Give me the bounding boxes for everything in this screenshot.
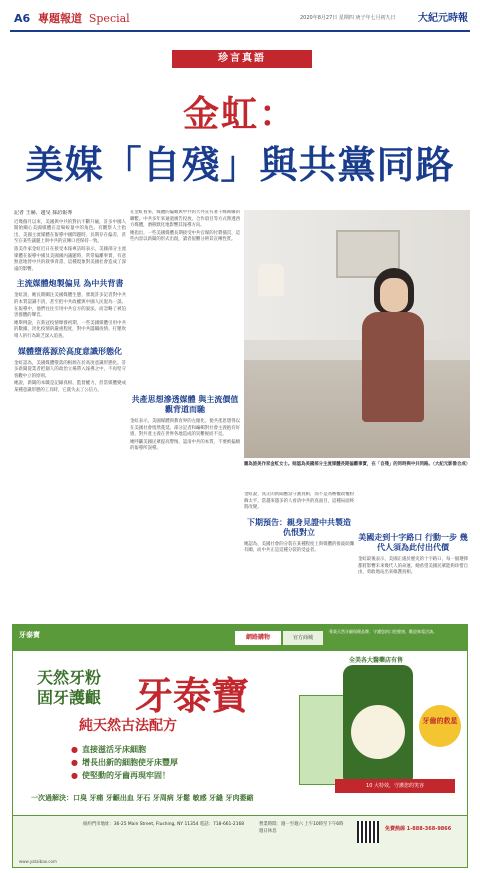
ad-benefit-item: ● 使堅動的牙齒再現牢固！ bbox=[71, 771, 170, 780]
ad-shop-button-2[interactable]: 官方商城 bbox=[283, 631, 323, 645]
ad-benefits bbox=[71, 743, 178, 782]
paragraph: 她說，新聞的本職是記錄真相、監督權力，但當媒體變成某種意識形態的工具時，它就失去了公信力。 bbox=[14, 381, 126, 393]
header-rule bbox=[10, 30, 470, 32]
ad-feature-banner: 10 大特效，守護您的笑容 bbox=[335, 779, 455, 793]
subheading: 主流媒體炮製偏見 為中共背書 bbox=[16, 278, 124, 289]
paragraph: 她呼籲美國民眾提高警惕，認清中共的本質，不要被偏頗的報導所誤導。 bbox=[130, 439, 240, 452]
paragraph: 旅美作家金虹近日在接受本報專訪時表示，美國部分主流媒體在報導中國及美國國內議題時，常常偏離事實，有意無意地替中共的敘事背書，這種現象對美國社會造成了深遠的影響。 bbox=[14, 246, 126, 272]
paragraph: 金虹表示，美國媒體與教育界的左傾化，使共產思想得以在美國社會悄然蔓延。部分記者和編輯對社會主義抱有好感，對共產主義在世界各地造成的災難視而不見。 bbox=[130, 418, 240, 438]
paragraph: 她認為，美國社會的分裂在某種程度上與媒體的推波助瀾有關，而中共正是這種分裂的受益者。 bbox=[244, 541, 354, 554]
issue-date: 2020年8月27日 星期四 庚子年七月初九日 bbox=[300, 15, 396, 21]
byline: 記者 王赫、趙旻 採訪報導 bbox=[14, 210, 73, 216]
portrait-subject bbox=[362, 268, 424, 418]
ad-tagline-1: 天然牙粉 bbox=[37, 668, 102, 687]
ad-availability: 全美各大醫藥店有售 bbox=[349, 657, 404, 664]
ad-solutions: 一次過解決：口臭 牙痛 牙齦出血 牙石 牙周病 牙鬆 敏感 牙縫 牙肉萎縮 bbox=[31, 794, 254, 802]
article-column-4 bbox=[358, 492, 468, 612]
section-name: 專題報道 bbox=[38, 12, 83, 25]
ad-top-text: 專業天然牙齦保健品牌，守護您的口腔健康，歡迎來電洽詢。 bbox=[329, 629, 437, 634]
paragraph: 金虹說，真正的新聞應當守護真相，而不是為極權政權粉飾太平。當越來越多的人看清中共的真面目，這種局面終將改變。 bbox=[244, 492, 354, 511]
ad-brand-name: 牙泰寶 bbox=[135, 673, 250, 718]
paragraph: 金虹說，她長期關注美國媒體生態，發現許多記者對中共的本質認識不清，甚至把中共政權與中國人民混為一談。在報導中，他們往往引用中共官方的說法，而忽略了被迫害群體的聲音。 bbox=[14, 293, 126, 319]
ad-benefit-item: ● 直接滋活牙床細胞 bbox=[71, 745, 146, 754]
advertisement[interactable] bbox=[12, 624, 468, 868]
subheading: 美國走到十字路口 行動一步 幾代人須為此付出代價 bbox=[358, 532, 468, 552]
page-header bbox=[0, 0, 480, 38]
article-column-3 bbox=[244, 492, 354, 612]
ad-slogan: 純天然古法配方 bbox=[79, 718, 177, 734]
newspaper-logo: 大紀元時報 bbox=[418, 13, 468, 24]
ad-logo: 牙泰寶 bbox=[19, 631, 40, 639]
ad-benefit-item: ● 增長出新的細胞使牙床豐厚 bbox=[71, 758, 178, 767]
paragraph: 金虹認為，美國媒體墮落的根源在於高度意識形態化。許多新聞從業者把個人的政治立場帶入報導之中，不再堅守客觀中立的原則。 bbox=[14, 360, 126, 379]
ad-hours: 營業時間：週一至週六 上午10時至下午6時 週日休息 bbox=[259, 822, 344, 834]
article-column-2 bbox=[130, 210, 240, 610]
ad-website[interactable]: www.yataibao.com bbox=[19, 859, 57, 864]
subheading: 媒體墮落源於高度意識形態化 bbox=[18, 345, 122, 356]
article-column-1 bbox=[14, 210, 126, 610]
ad-shop-button[interactable]: 網路購物 bbox=[235, 631, 281, 645]
section-name-en: Special bbox=[88, 12, 130, 25]
bullet-icon: ● bbox=[71, 758, 78, 767]
ad-address: 紐約門市地址：36-25 Main Street, Flushing, NY 11354 電話：718-661-2168 bbox=[83, 822, 245, 827]
photo-caption: 圖為旅美作家金虹女士。她認為美國部分主流媒體長期偏離事實，在「自殘」的同時與中共同路。（大紀元影像合成） bbox=[244, 462, 471, 467]
headline-line2: 美媒「自殘」與共黨同路 bbox=[25, 142, 455, 187]
paragraph: 金虹最後表示，美國正處於歷史的十字路口，每一個選擇都將影響未來幾代人的命運。她希望美國民眾能夠珍惜自由，勇敢地站出來維護真相。 bbox=[358, 557, 468, 576]
page-number: A6 bbox=[14, 12, 31, 25]
ad-tagline-2: 固牙護齦 bbox=[37, 688, 102, 707]
column-tag: 珍言真語 bbox=[172, 50, 312, 68]
paragraph: 她舉例說，在新冠疫情爆發初期，一些美國媒體引用中共的數據，淡化疫情的嚴重程度，對中共隱瞞疫情、打壓吹哨人的行為缺乏深入追查。 bbox=[14, 320, 126, 339]
product-bottle-label bbox=[351, 705, 405, 759]
paragraph: 在金虹看來，媒體的偏頗與中共的大外宣有著千絲萬縷的聯繫。中共多年來通過廣告投放、合作項目等方式滲透西方媒體，潛移默化地影響其報導方向。 bbox=[130, 210, 240, 229]
ad-badge: 牙齒的救星 bbox=[419, 705, 461, 747]
subheading: 共產思想滲透媒體 與主流價值觀背道而馳 bbox=[131, 393, 239, 414]
bullet-icon: ● bbox=[71, 745, 78, 754]
product-box-image bbox=[299, 695, 347, 785]
article-photo bbox=[244, 210, 470, 458]
bullet-icon: ● bbox=[71, 771, 78, 780]
section-label bbox=[14, 10, 130, 26]
paragraph: 她指出，一些美國媒體長期接受中共官媒的付費插頁，這些內容以新聞的形式出現，讀者很難分辨其宣傳性質。 bbox=[130, 230, 240, 243]
paragraph: 近幾個月以來，美國與中共的對抗不斷升級，許多中國人開始關心美國媒體在這場較量中的角色。有觀察人士指出，美國主流媒體在報導中國問題時，長期存在偏差，甚至在某些議題上與中共的宣傳口徑保持一致。 bbox=[14, 219, 126, 245]
headline-line1: 金虹： bbox=[182, 93, 297, 135]
subheading: 下期預告：親身見證中共製造仇恨對立 bbox=[247, 516, 351, 537]
ad-phone[interactable]: 免費熱線 1-888-368-9866 bbox=[385, 826, 452, 832]
qr-code-icon[interactable] bbox=[357, 821, 379, 843]
